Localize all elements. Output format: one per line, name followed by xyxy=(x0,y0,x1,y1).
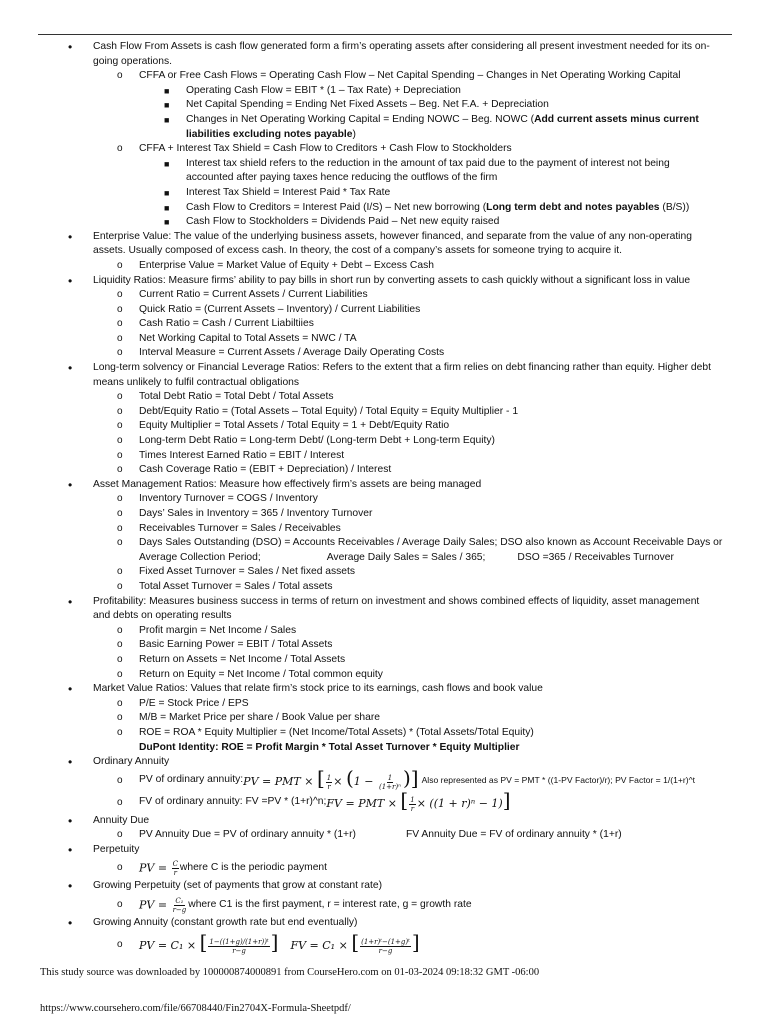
circle-bullet-icon: o xyxy=(117,405,123,417)
square-bullet-icon: ■ xyxy=(164,158,170,169)
profitability-item: o Profit margin = Net Income / Sales xyxy=(0,624,768,639)
circle-bullet-icon: o xyxy=(117,420,123,432)
growing-annuity-title: • Growing Annuity (constant growth rate but end eventually) xyxy=(68,916,358,931)
leverage-item: o Total Debt Ratio = Total Debt / Total Assets xyxy=(0,390,768,405)
liquidity-intro: • Liquidity Ratios: Measure firms’ ability to pay bills in short run by converting assets to cash quickly without a significant loss in value xyxy=(68,273,691,288)
asset-mgmt-item: o Fixed Asset Turnover = Sales / Net fixed assets xyxy=(0,565,768,580)
liquidity-item: o Current Ratio = Current Assets / Current Liabilities xyxy=(0,288,768,303)
growing-annuity-pv-formula: PV = C₁ × [ $\frac{\text{1−((1+g)/(1+r))ᵗ}}{r-g}$ ] xyxy=(139,930,279,955)
pv-ordinary-annuity: o PV of ordinary annuity: PV = PMT × [ $\frac{1}{r}$ × (1 − $\frac{1}{\text{(1+r)ⁿ}}$ )] Also represented as PV = PMT * ((1-PV Factor)/r); PV Factor = 1/(1+r)^t xyxy=(117,766,696,791)
leverage-item: o Cash Coverage Ratio = (EBIT + Depreciation) / Interest xyxy=(0,463,768,478)
perpetuity-formula: PV = $\frac{C}{r}$ xyxy=(139,859,178,877)
square-bullet-icon: ■ xyxy=(164,187,170,198)
leverage-item: o Long-term Debt Ratio = Long-term Debt/ (Long-term Debt + Long-term Equity) xyxy=(0,434,768,449)
cfs-formula: ■ Cash Flow to Stockholders = Dividends Paid – Net new equity raised xyxy=(0,215,768,230)
circle-bullet-icon: o xyxy=(117,639,123,651)
circle-bullet-icon: o xyxy=(117,508,123,519)
bullet-icon: • xyxy=(68,755,73,770)
circle-bullet-icon: o xyxy=(117,493,123,505)
ocf-formula: ■ Operating Cash Flow = EBIT * (1 – Tax Rate) + Depreciation xyxy=(0,84,768,99)
circle-bullet-icon: o xyxy=(117,522,123,534)
dso-item: o Days Sales Outstanding (DSO) = Accounts Receivables / Average Daily Sales; DSO also known as Account Receivable Days or xyxy=(0,536,768,551)
circle-bullet-icon: o xyxy=(117,449,123,461)
circle-bullet-icon: o xyxy=(117,712,123,724)
circle-bullet-icon: o xyxy=(117,289,123,301)
bullet-icon: • xyxy=(68,229,73,244)
download-notice: This study source was downloaded by 100000874000891 from CourseHero.com on 01-03-2024 09:18:32 GMT -06:00 xyxy=(40,967,540,978)
leverage-intro: • Long-term solvency or Financial Leverage Ratios: Refers to the extent that a firm relies on debt financing rather than equity. Higher debt means unlikely to fulfil contractual obligations xyxy=(68,361,711,388)
growing-perpetuity-formula: PV = $\frac{\text{C₁}}{r-g}$ xyxy=(139,896,187,914)
pv-annuity-formula: PV = PMT × [ $\frac{1}{r}$ × (1 − $\frac{1}{\text{(1+r)ⁿ}}$ )] xyxy=(243,766,419,791)
circle-bullet-icon: o xyxy=(117,566,123,578)
perpetuity-title: • Perpetuity xyxy=(68,842,140,857)
leverage-item: o Times Interest Earned Ratio = EBIT / Interest xyxy=(0,449,768,464)
circle-bullet-icon: o xyxy=(117,435,123,447)
growing-perpetuity-title: • Growing Perpetuity (set of payments that grow at constant rate) xyxy=(68,879,383,894)
ev-formula: o Enterprise Value = Market Value of Equity + Debt – Excess Cash xyxy=(0,259,768,274)
circle-bullet-icon: o xyxy=(117,391,123,403)
circle-bullet-icon: o xyxy=(117,829,123,841)
cffa-formula: o CFFA or Free Cash Flows = Operating Cash Flow – Net Capital Spending – Changes in Net Operating Working Capital xyxy=(0,69,768,84)
circle-bullet-icon: o xyxy=(117,318,123,330)
square-bullet-icon: ■ xyxy=(164,114,170,125)
asset-mgmt-item: o Inventory Turnover = COGS / Inventory xyxy=(0,492,768,507)
square-bullet-icon: ■ xyxy=(164,217,170,228)
market-item: o ROE = ROA * Equity Multiplier = (Net Income/Total Assets) * (Total Assets/Total Equity) xyxy=(0,726,768,741)
cffa-intro: • Cash Flow From Assets is cash flow generated form a firm’s operating assets after considering all present investment needed for its on-going operations. xyxy=(68,40,710,67)
asset-mgmt-intro: • Asset Management Ratios: Measure how effectively firm’s assets are being managed xyxy=(68,477,482,492)
circle-bullet-icon: o xyxy=(117,697,123,709)
bullet-icon: • xyxy=(68,40,73,54)
bullet-icon: • xyxy=(68,477,73,492)
asset-mgmt-item: o Receivables Turnover = Sales / Receivables xyxy=(0,522,768,537)
formula-sheet xyxy=(0,40,768,959)
asset-mgmt-item: o Total Asset Turnover = Sales / Total assets xyxy=(0,580,768,595)
cfc-formula: ■ Cash Flow to Creditors = Interest Paid (I/S) – Net new borrowing (Long term debt and notes payables (B/S)) xyxy=(0,201,768,216)
ordinary-annuity-title: • Ordinary Annuity xyxy=(68,755,170,770)
circle-bullet-icon: o xyxy=(117,899,123,911)
market-item: o M/B = Market Price per share / Book Value per share xyxy=(0,711,768,726)
circle-bullet-icon: o xyxy=(117,537,123,549)
liquidity-item: o Interval Measure = Current Assets / Average Daily Operating Costs xyxy=(0,346,768,361)
circle-bullet-icon: o xyxy=(117,624,123,636)
circle-bullet-icon: o xyxy=(117,938,123,950)
circle-bullet-icon: o xyxy=(117,347,123,359)
circle-bullet-icon: o xyxy=(117,668,123,680)
growing-annuity-formula-row xyxy=(0,931,768,959)
profitability-item: o Basic Earning Power = EBIT / Total Assets xyxy=(0,638,768,653)
fv-ordinary-annuity: o FV of ordinary annuity: FV =PV * (1+r)^n; FV = PMT × [ $\frac{1}{r}$ × ((1 + r)ⁿ − 1)] xyxy=(117,788,511,813)
growing-perpetuity-formula-row: o PV = $\frac{\text{C₁}}{r-g}$ where C1 is the first payment, r = interest rate, g = growth rate xyxy=(117,896,472,914)
circle-bullet-icon: o xyxy=(117,580,123,592)
profitability-item: o Return on Equity = Net Income / Total common equity xyxy=(0,668,768,683)
dupont-identity: DuPont Identity: ROE = Profit Margin * Total Asset Turnover * Equity Multiplier xyxy=(139,741,520,753)
bullet-icon: • xyxy=(68,916,73,931)
circle-bullet-icon: o xyxy=(117,332,123,344)
circle-bullet-icon: o xyxy=(117,464,123,476)
nowc-formula: ■ Changes in Net Operating Working Capital = Ending NOWC – Beg. NOWC (Add current assets minus current liabilities excluding notes payable) xyxy=(164,113,699,140)
leverage-item: o Equity Multiplier = Total Assets / Total Equity = 1 + Debt/Equity Ratio xyxy=(0,419,768,434)
asset-mgmt-item: o Days’ Sales in Inventory = 365 / Inventory Turnover xyxy=(0,507,768,522)
ev-intro: • Enterprise Value: The value of the underlying business assets, however financed, and separate from the value of any non-operating assets. Usually composed of excess cash. In theory, the cost of a company’s assets for someone trying to acquire it. xyxy=(68,229,692,257)
circle-bullet-icon: o xyxy=(117,796,123,808)
its-description: ■ Interest tax shield refers to the reduction in the amount of tax paid due to the payment of interest not being accounted after paying taxes hence reducing the outflows of the firm xyxy=(164,157,670,184)
top-rule xyxy=(38,34,732,35)
liquidity-item: o Quick Ratio = (Current Assets – Inventory) / Current Liabilities xyxy=(0,303,768,318)
fv-annuity-formula: FV = PMT × [ $\frac{1}{r}$ × ((1 + r)ⁿ − 1)] xyxy=(326,788,511,813)
leverage-item: o Debt/Equity Ratio = (Total Assets – Total Equity) / Total Equity = Equity Multiplier - 1 xyxy=(0,405,768,420)
profitability-item: o Return on Assets = Net Income / Total Assets xyxy=(0,653,768,668)
growing-annuity-fv-formula: FV = C₁ × [ $\frac{\text{(1+r)ᵗ−(1+g)ᵗ}}{r-g}$ ] xyxy=(290,930,420,955)
bullet-icon: • xyxy=(68,594,73,609)
cffa-its-formula: o CFFA + Interest Tax Shield = Cash Flow to Creditors + Cash Flow to Stockholders xyxy=(0,142,768,157)
market-item: o P/E = Stock Price / EPS xyxy=(0,697,768,712)
circle-bullet-icon: o xyxy=(117,862,123,874)
ncs-formula: ■ Net Capital Spending = Ending Net Fixed Assets – Beg. Net F.A. + Depreciation xyxy=(0,98,768,113)
circle-bullet-icon: o xyxy=(117,774,123,786)
annuity-due-formulas: o PV Annuity Due = PV of ordinary annuity * (1+r) FV Annuity Due = FV of ordinary annuity * (1+r) xyxy=(0,828,768,843)
profitability-intro: • Profitability: Measures business success in terms of return on investment and shows combined effects of liquidity, asset management and debts on operating results xyxy=(68,594,700,622)
circle-bullet-icon: o xyxy=(117,70,123,82)
circle-bullet-icon: o xyxy=(117,143,123,155)
square-bullet-icon: ■ xyxy=(164,85,170,96)
bullet-icon: • xyxy=(68,813,73,828)
liquidity-item: o Cash Ratio = Cash / Current Liabiltiies xyxy=(0,317,768,332)
market-intro: • Market Value Ratios: Values that relate firm’s stock price to its earnings, cash flows and book value xyxy=(68,682,543,697)
square-bullet-icon: ■ xyxy=(164,202,170,213)
source-url[interactable]: https://www.coursehero.com/file/66708440/Fin2704X-Formula-Sheetpdf/ xyxy=(40,1003,351,1014)
bullet-icon: • xyxy=(68,879,73,894)
perpetuity-formula-row: o PV = $\frac{C}{r}$ where C is the periodic payment xyxy=(117,859,328,877)
dso-item-cont: Average Collection Period; Average Daily Sales = Sales / 365; DSO =365 / Receivables Turnover xyxy=(139,551,674,563)
bullet-icon: • xyxy=(68,682,73,697)
its-formula: ■ Interest Tax Shield = Interest Paid * Tax Rate xyxy=(0,186,768,201)
bullet-icon: • xyxy=(68,361,73,376)
annuity-due-title: • Annuity Due xyxy=(68,813,150,828)
circle-bullet-icon: o xyxy=(117,726,123,738)
bullet-icon: • xyxy=(68,273,73,288)
square-bullet-icon: ■ xyxy=(164,100,170,111)
circle-bullet-icon: o xyxy=(117,653,123,665)
circle-bullet-icon: o xyxy=(117,303,123,315)
liquidity-item: o Net Working Capital to Total Assets = NWC / TA xyxy=(0,332,768,347)
bullet-icon: • xyxy=(68,842,73,857)
circle-bullet-icon: o xyxy=(117,259,123,271)
